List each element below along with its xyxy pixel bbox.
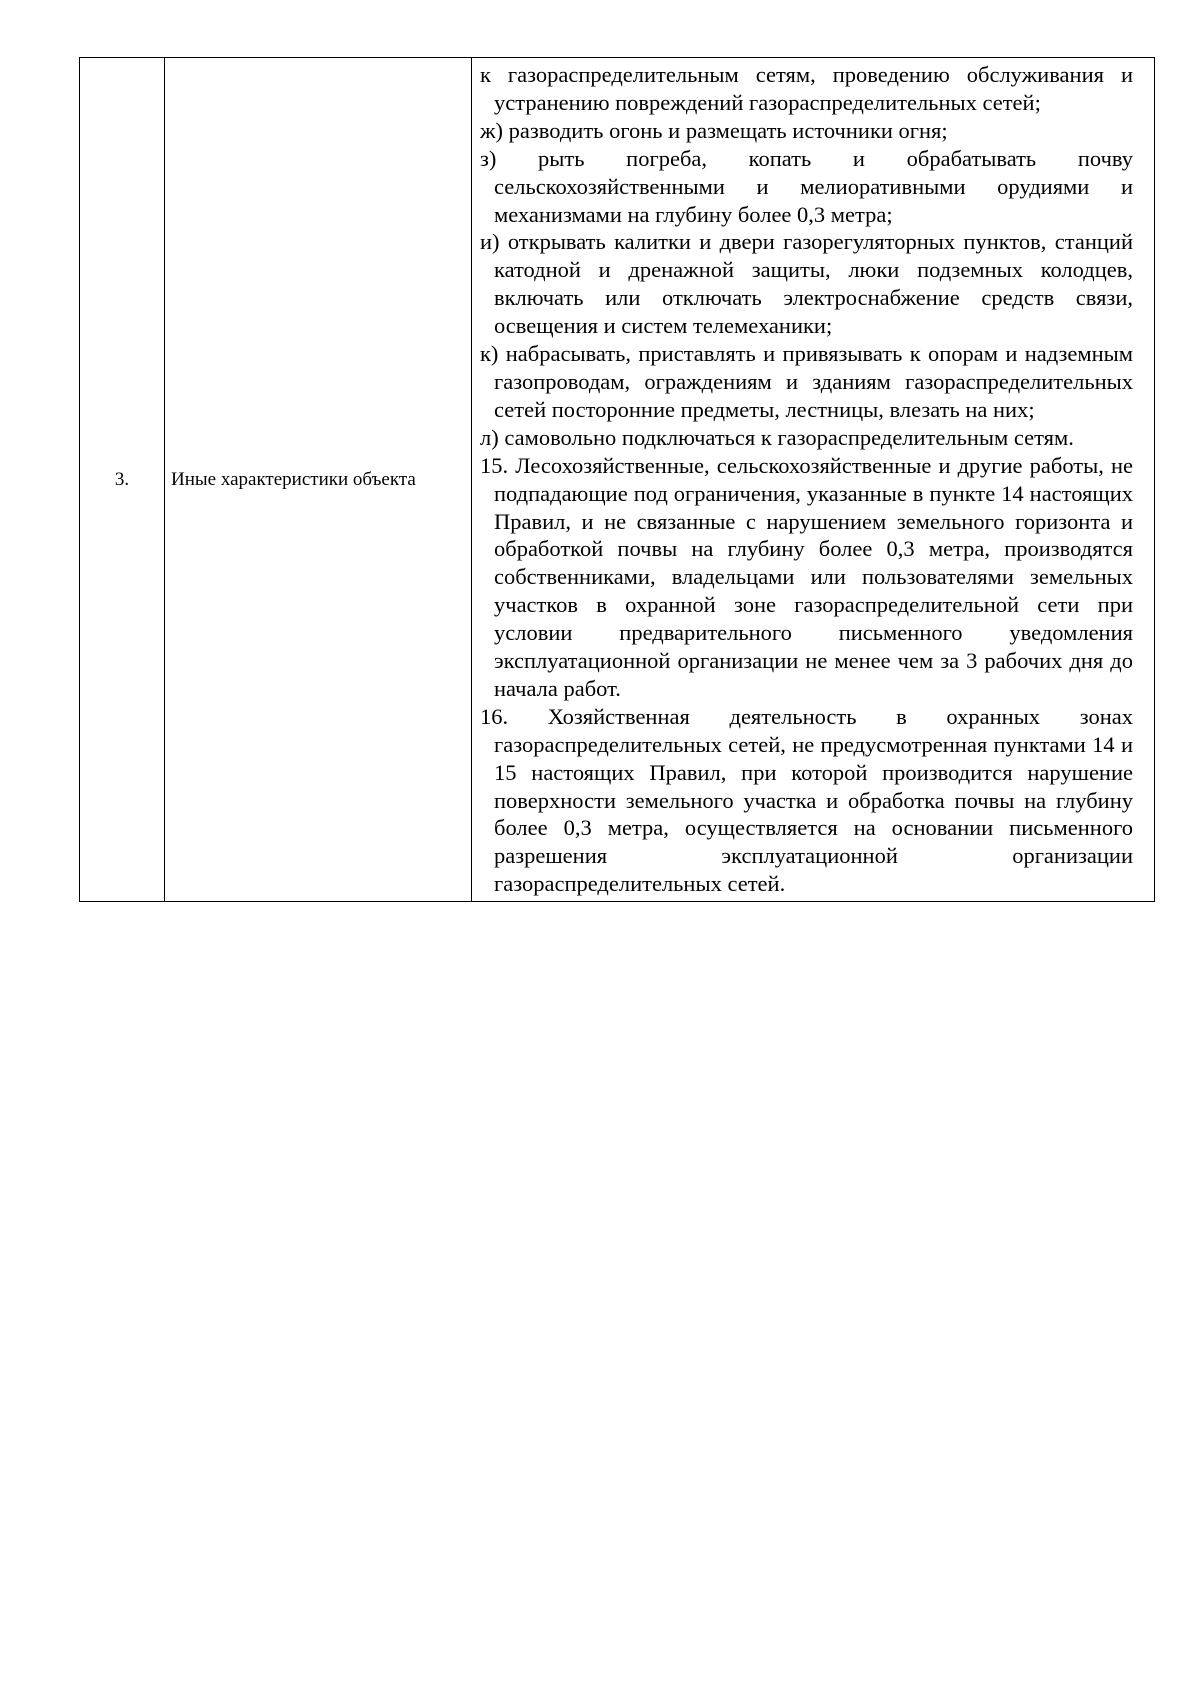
characteristics-table <box>79 57 1155 902</box>
row-name-cell <box>165 58 472 902</box>
paragraph-item-k: к) набрасывать, приставлять и привязывать к опорам и надземным газопроводам, ограждениям и зданиям газораспределительных сетей посторонние предметы, лестницы, влезать на них; <box>480 341 1133 422</box>
paragraph-item-l: л) самовольно подключаться к газораспределительным сетям. <box>480 424 1074 450</box>
row-content-cell <box>472 58 1155 902</box>
row-number-cell <box>80 58 165 902</box>
row-number: 3. <box>114 468 130 490</box>
paragraph-clause-15: 15. Лесохозяйственные, сельскохозяйственные и другие работы, не подпадающие под ограничения, указанные в пункте 14 настоящих Правил, и не связанные с нарушением земельного горизонта и обработкой почвы на глубину более 0,3 метра, производятся собственниками, владельцами или пользователями земельных участков в охранной зоне газораспределительной сети при условии предварительного письменного уведомления эксплуатационной организации не менее чем за 3 рабочих дня до начала работ. <box>480 452 1133 701</box>
paragraph-clause-16: 16. Хозяйственная деятельность в охранных зонах газораспределительных сетей, не предусмотренная пунктами 14 и 15 настоящих Правил, при которой производится нарушение поверхности земельного участка и обработка почвы на глубину более 0,3 метра, осуществляется на основании письменного разрешения эксплуатационной организации газораспределительных сетей. <box>480 703 1133 897</box>
paragraph-item-z: з) рыть погреба, копать и обрабатывать почву сельскохозяйственными и мелиоративными орудиями и механизмами на глубину более 0,3 метра; <box>480 145 1133 227</box>
row-name: Иные характеристики объекта <box>171 468 416 490</box>
paragraph-item-i: и) открывать калитки и двери газорегуляторных пунктов, станций катодной и дренажной защиты, люки подземных колодцев, включать или отключать электроснабжение средств связи, освещения и систем телемеханики; <box>480 229 1133 339</box>
paragraph-continuation: к газораспределительным сетям, проведению обслуживания и устранению повреждений газораспределительных сетей; <box>480 62 1133 115</box>
paragraph-item-zh: ж) разводить огонь и размещать источники огня; <box>480 117 948 143</box>
table-row <box>80 58 1155 902</box>
